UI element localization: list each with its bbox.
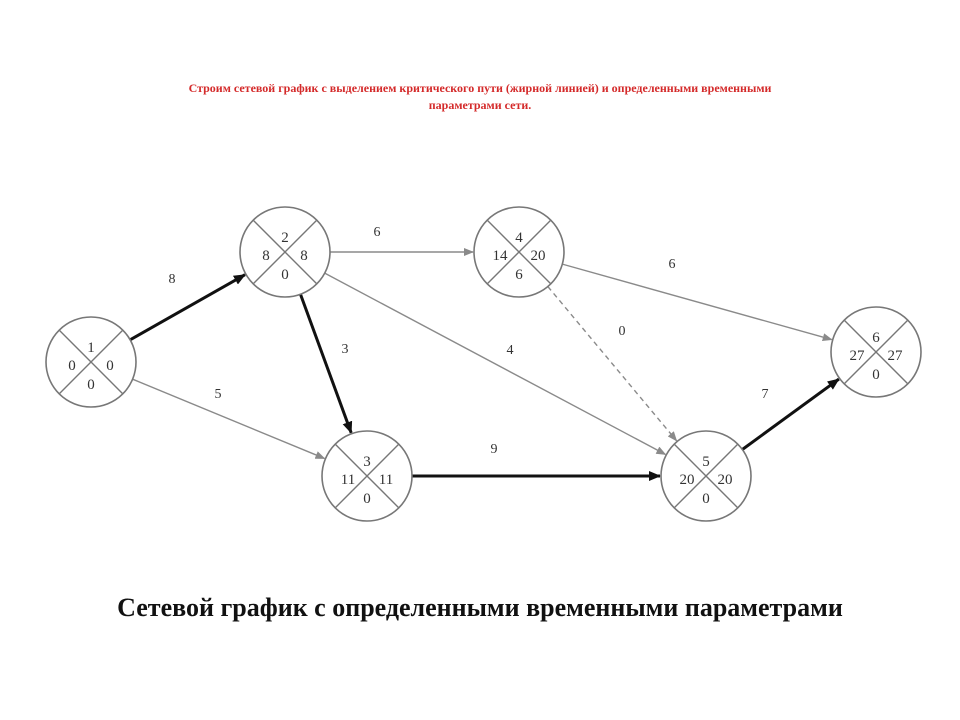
node-early-time: 8 <box>262 248 270 264</box>
node-number: 2 <box>281 230 289 246</box>
node-number: 3 <box>363 454 371 470</box>
edge-duration-label: 9 <box>490 442 498 457</box>
edge-duration-label: 5 <box>214 387 222 402</box>
node-early-time: 14 <box>492 248 508 264</box>
event-node-6 <box>831 307 921 397</box>
edge-duration-label: 6 <box>373 225 381 240</box>
node-reserve: 0 <box>281 267 289 283</box>
edge-duration-label: 8 <box>168 272 176 287</box>
node-late-time: 11 <box>378 472 394 488</box>
edge-duration-label: 7 <box>761 387 769 402</box>
edge-5-6-critical <box>742 379 838 449</box>
node-reserve: 0 <box>702 491 710 507</box>
node-reserve: 0 <box>87 377 95 393</box>
node-reserve: 6 <box>515 267 523 283</box>
node-late-time: 27 <box>887 348 903 364</box>
node-early-time: 0 <box>68 358 76 374</box>
slide-caption: Сетевой график с определенными временными параметрами <box>117 593 843 622</box>
node-early-time: 11 <box>340 472 356 488</box>
node-late-time: 20 <box>530 248 546 264</box>
nodes-layer <box>46 207 921 521</box>
node-number: 4 <box>515 230 523 246</box>
node-reserve: 0 <box>872 367 880 383</box>
edge-4-5 <box>548 287 677 441</box>
edge-duration-label: 4 <box>506 343 514 358</box>
edge-4-6 <box>562 264 831 339</box>
node-late-time: 20 <box>717 472 733 488</box>
edge-duration-label: 3 <box>341 342 349 357</box>
edge-2-3-critical <box>300 294 351 433</box>
node-late-time: 0 <box>106 358 114 374</box>
node-reserve: 0 <box>363 491 371 507</box>
event-node-4 <box>474 207 564 297</box>
node-number: 5 <box>702 454 710 470</box>
header-line-2: параметрами сети. <box>428 98 532 112</box>
event-node-5 <box>661 431 751 521</box>
node-late-time: 8 <box>300 248 308 264</box>
edge-1-2-critical <box>130 275 245 340</box>
node-early-time: 20 <box>679 472 695 488</box>
header-line-1: Строим сетевой график с выделением критического пути (жирной линией) и определенными временными <box>188 81 772 95</box>
event-node-3 <box>322 431 412 521</box>
event-node-2 <box>240 207 330 297</box>
node-number: 1 <box>87 340 95 356</box>
node-number: 6 <box>872 330 880 346</box>
event-node-1 <box>46 317 136 407</box>
edge-duration-label: 6 <box>668 257 676 272</box>
edge-1-3 <box>133 379 325 458</box>
edge-duration-label: 0 <box>618 324 626 339</box>
edge-2-5 <box>325 273 666 454</box>
node-early-time: 27 <box>849 348 865 364</box>
